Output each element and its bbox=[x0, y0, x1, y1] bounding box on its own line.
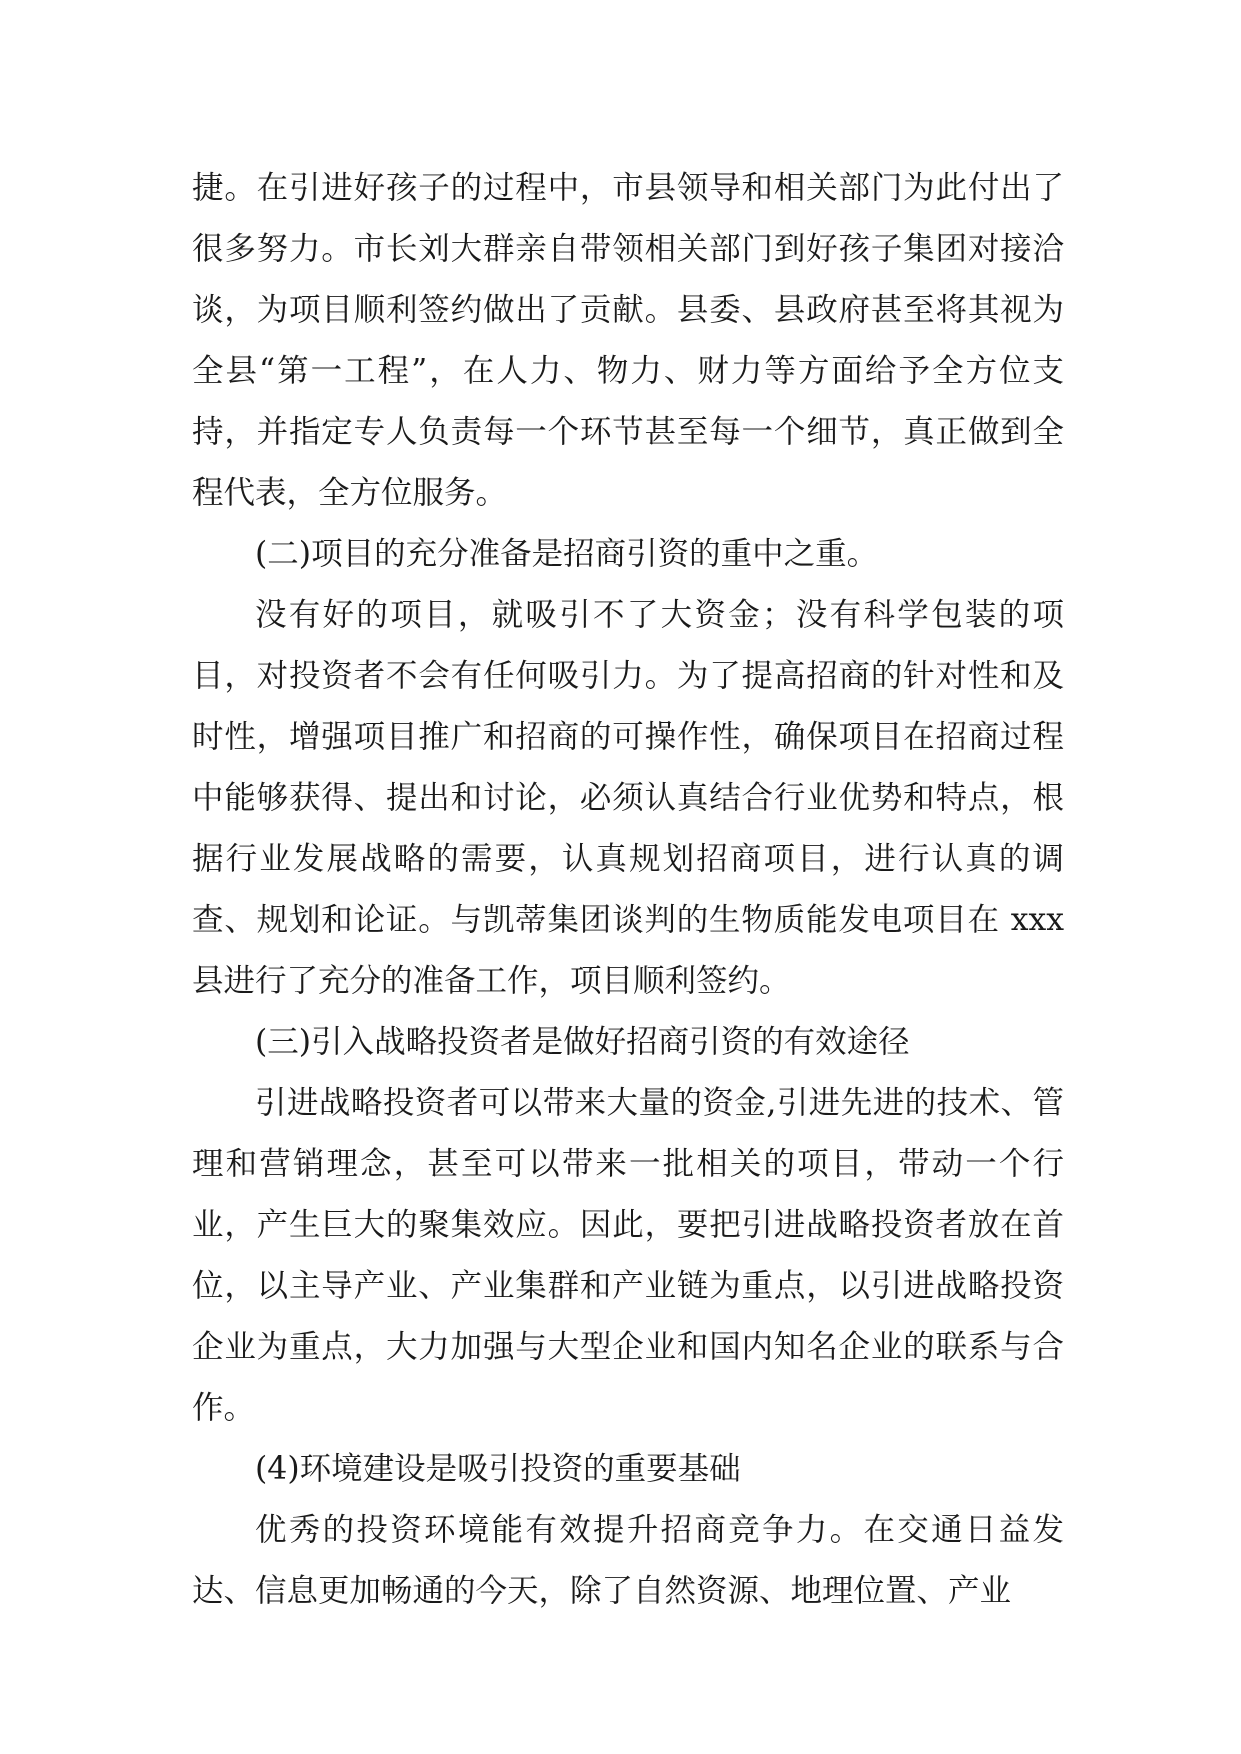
section-heading-4: (4)环境建设是吸引投资的重要基础 bbox=[255, 1451, 741, 1487]
document-body bbox=[192, 158, 1064, 1622]
section-heading-2: (二)项目的充分准备是招商引资的重中之重。 bbox=[255, 536, 879, 572]
paragraph-strategic-investors: 引进战略投资者可以带来大量的资金,引进先进的技术、管理和营销理念，甚至可以带来一批相关的项目，带动一个行业，产生巨大的聚集效应。因此，要把引进战略投资者放在首位，以主导产业、产业集群和产业链为重点，以引进战略投资企业为重点，大力加强与大型企业和国内知名企业的联系与合作。 bbox=[192, 1085, 1064, 1426]
section-heading-3: (三)引入战略投资者是做好招商引资的有效途径 bbox=[255, 1024, 910, 1060]
paragraph-project-preparation: 没有好的项目，就吸引不了大资金；没有科学包装的项目，对投资者不会有任何吸引力。为了提高招商的针对性和及时性，增强项目推广和招商的可操作性，确保项目在招商过程中能够获得、提出和讨论，必须认真结合行业优势和特点，根据行业发展战略的需要，认真规划招商项目，进行认真的调查、规划和论证。与凯蒂集团谈判的生物质能发电项目在 xxx 县进行了充分的准备工作，项目顺利签约。 bbox=[192, 597, 1064, 999]
paragraph-investment-environment: 优秀的投资环境能有效提升招商竞争力。在交通日益发达、信息更加畅通的今天，除了自然资源、地理位置、产业 bbox=[192, 1512, 1064, 1609]
paragraph-continuation: 捷。在引进好孩子的过程中，市县领导和相关部门为此付出了很多努力。市长刘大群亲自带领相关部门到好孩子集团对接洽谈，为项目顺利签约做出了贡献。县委、县政府甚至将其视为全县“第一工程”，在人力、物力、财力等方面给予全方位支持，并指定专人负责每一个环节甚至每一个细节，真正做到全程代表，全方位服务。 bbox=[192, 170, 1064, 511]
